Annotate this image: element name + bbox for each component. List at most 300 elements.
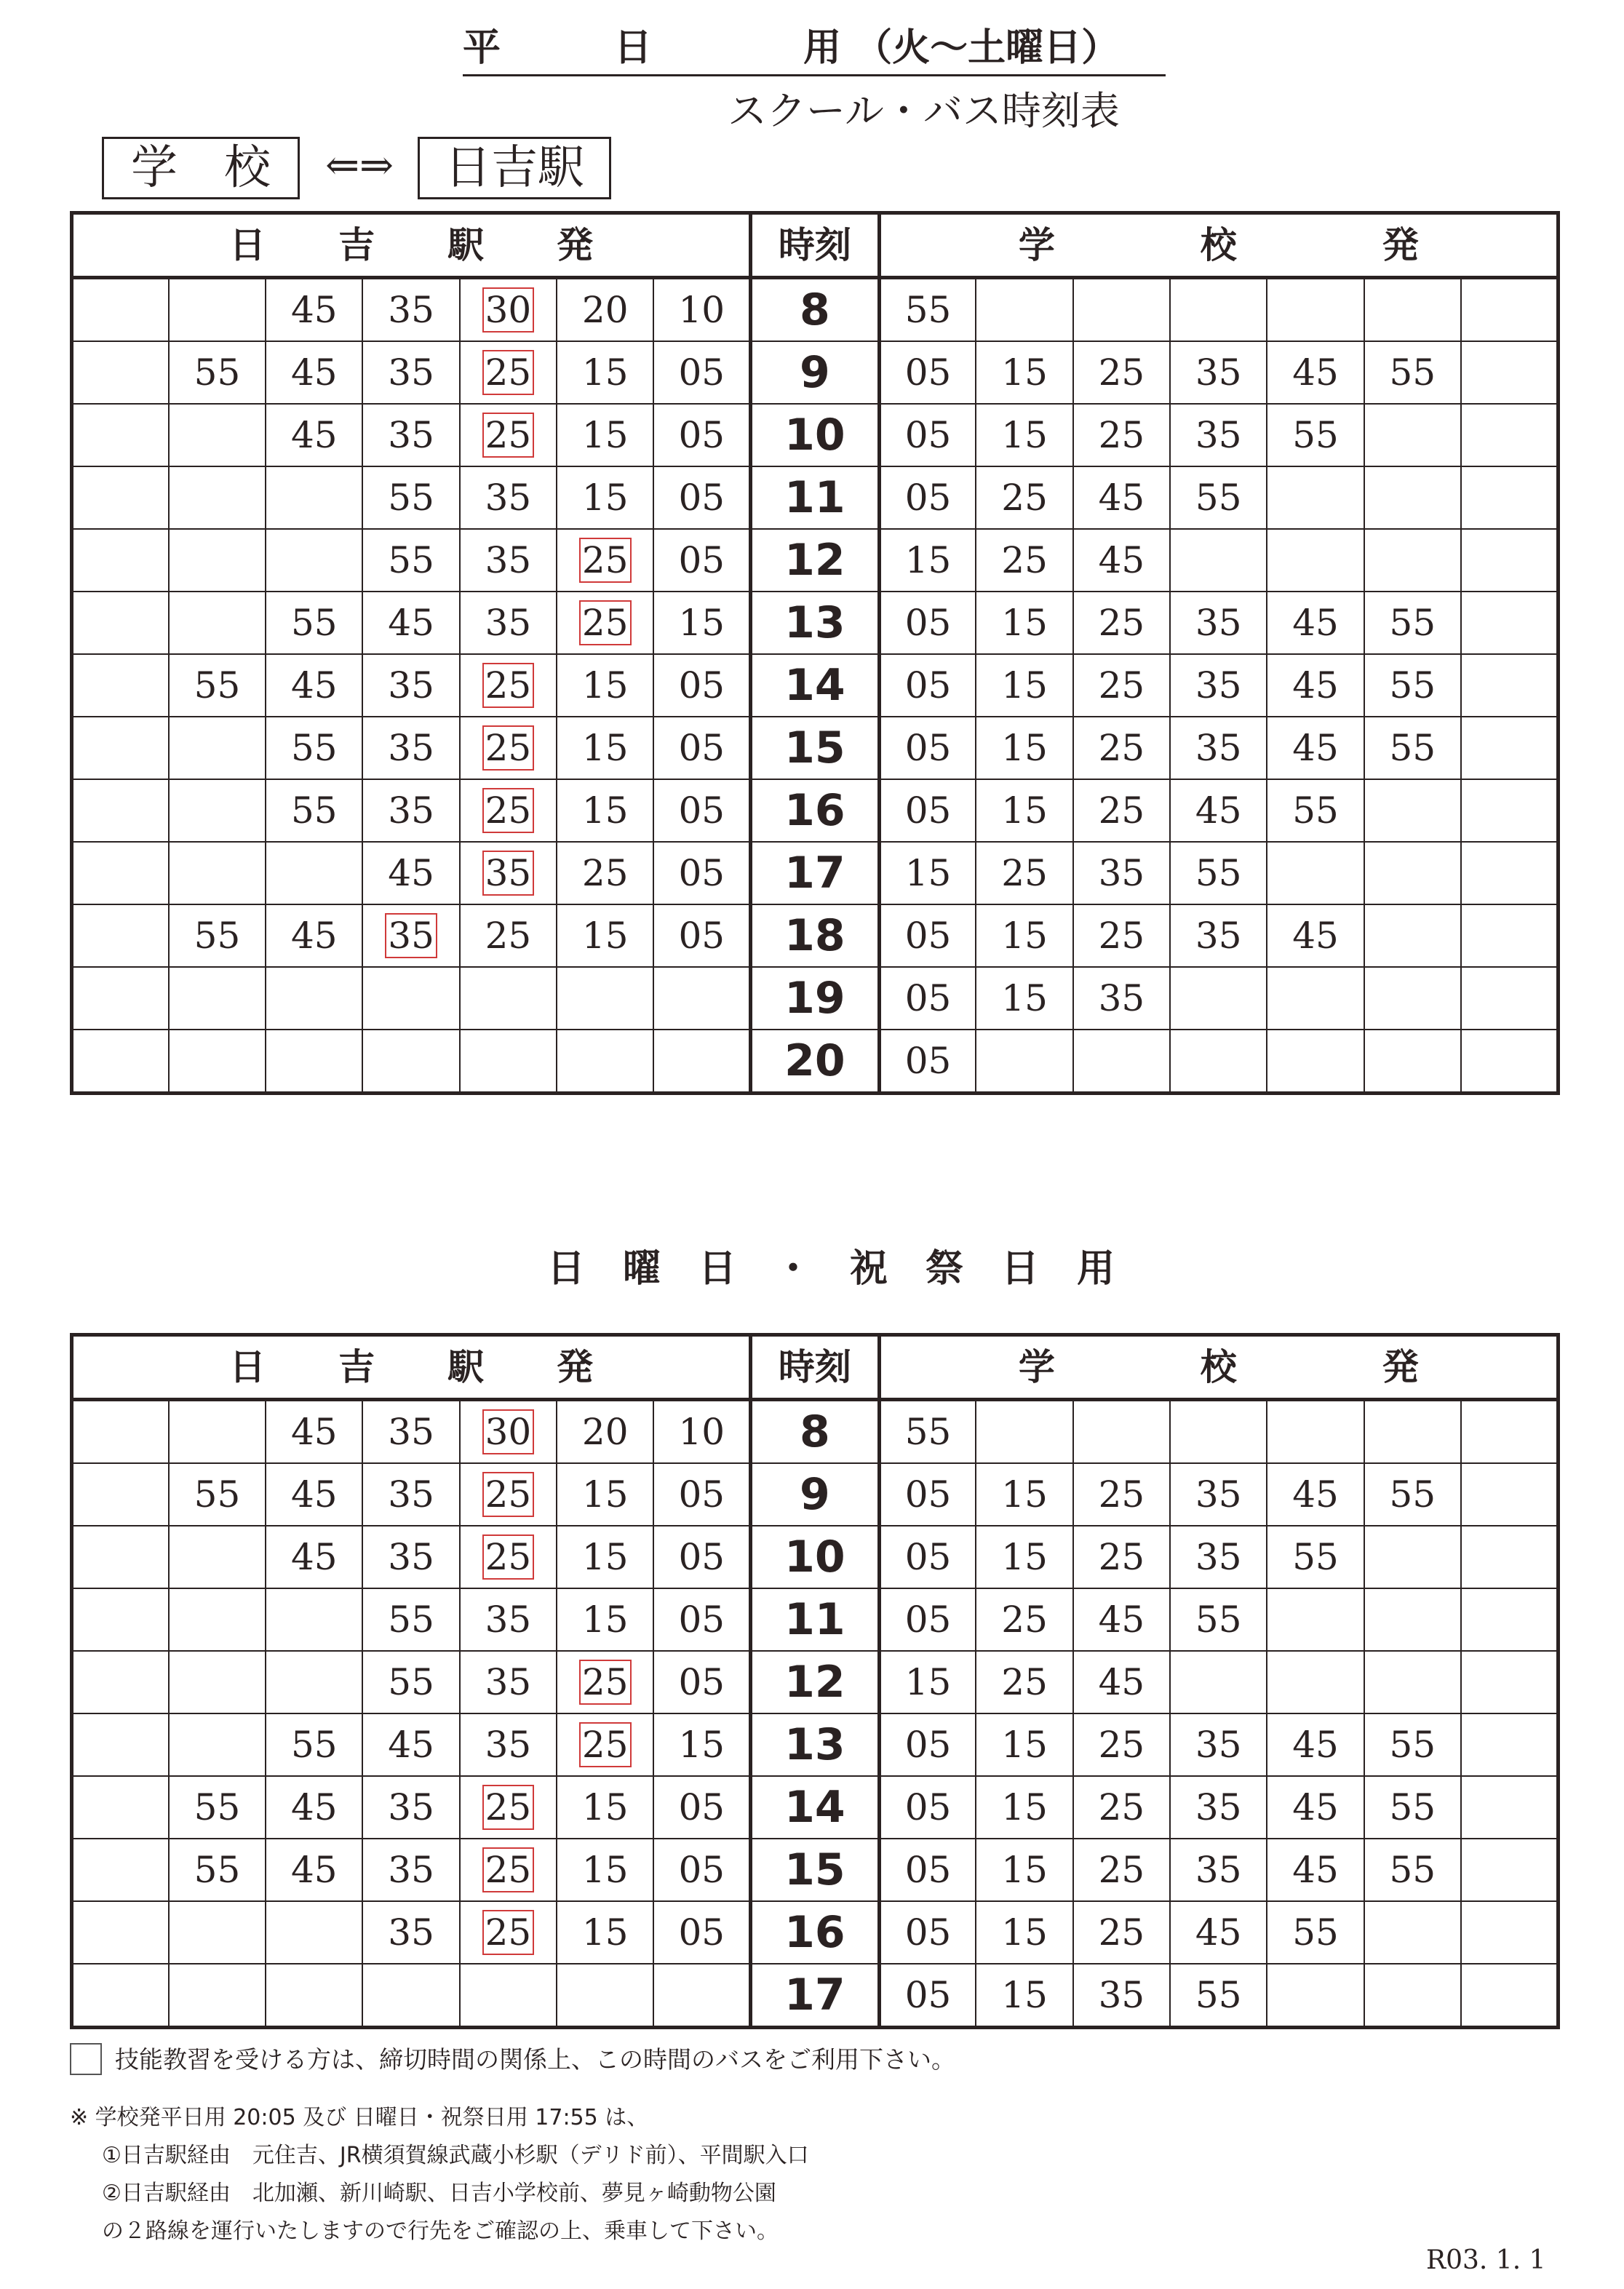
school-minute (1267, 1400, 1364, 1464)
hour-cell: 14 (751, 1776, 879, 1839)
hour-cell: 8 (751, 1400, 879, 1464)
school-minute (1461, 1713, 1559, 1776)
hour-cell: 12 (751, 1651, 879, 1713)
school-minute: 45 (1073, 1651, 1170, 1713)
hiyoshi-minute: 10 (653, 278, 750, 342)
school-minute (1267, 278, 1364, 342)
school-minute (976, 1030, 1072, 1094)
school-minute: 45 (1267, 1776, 1364, 1839)
table-row (72, 278, 1559, 342)
hiyoshi-minute: 35 (362, 1526, 459, 1588)
hiyoshi-minute (72, 1964, 169, 2028)
hiyoshi-minute: 55 (266, 1713, 362, 1776)
school-minute (1170, 967, 1267, 1030)
hiyoshi-minute (72, 278, 169, 342)
hour-cell: 8 (751, 278, 879, 342)
holiday-timetable (70, 1333, 1560, 2029)
hiyoshi-minute (653, 1964, 750, 2028)
school-minute: 05 (879, 967, 976, 1030)
school-minute: 05 (879, 404, 976, 466)
school-minute: 05 (879, 1463, 976, 1526)
hour-cell: 13 (751, 592, 879, 654)
hour-cell: 18 (751, 904, 879, 967)
hiyoshi-minute: 55 (266, 779, 362, 842)
hiyoshi-minute: 15 (653, 1713, 750, 1776)
school-minute (1364, 1964, 1461, 2028)
school-minute: 35 (1170, 341, 1267, 404)
hiyoshi-minute: 05 (653, 1526, 750, 1588)
school-minute: 45 (1267, 654, 1364, 717)
hiyoshi-minute (72, 967, 169, 1030)
school-minute: 45 (1170, 1901, 1267, 1964)
school-minute (1461, 1526, 1559, 1588)
hiyoshi-minute (72, 466, 169, 529)
school-minute: 05 (879, 592, 976, 654)
driving-lesson-marker: 25 (482, 350, 535, 395)
hiyoshi-minute: 55 (266, 592, 362, 654)
hiyoshi-minute: 05 (653, 1463, 750, 1526)
hiyoshi-minute: 20 (557, 1400, 653, 1464)
hiyoshi-minute (169, 466, 266, 529)
hiyoshi-minute: 05 (653, 1839, 750, 1901)
school-minute: 55 (879, 278, 976, 342)
school-minute: 35 (1073, 1964, 1170, 2028)
hiyoshi-minute (72, 779, 169, 842)
school-minute: 15 (976, 1713, 1072, 1776)
hiyoshi-minute (169, 529, 266, 592)
hiyoshi-minute: 35 (362, 717, 459, 779)
school-minute (1364, 1651, 1461, 1713)
school-minute: 05 (879, 1964, 976, 2028)
hiyoshi-minute: 05 (653, 404, 750, 466)
school-minute: 35 (1170, 1776, 1267, 1839)
school-minute: 15 (879, 842, 976, 904)
hour-cell: 9 (751, 1463, 879, 1526)
hiyoshi-minute: 15 (557, 404, 653, 466)
driving-lesson-marker: 25 (482, 725, 535, 771)
header-hiyoshi-departure: 日 吉 駅 発 (72, 213, 751, 278)
hiyoshi-minute (72, 1463, 169, 1526)
school-minute (1461, 341, 1559, 404)
hiyoshi-minute: 55 (362, 1651, 459, 1713)
hiyoshi-minute: 35 (362, 1400, 459, 1464)
school-minute: 05 (879, 341, 976, 404)
school-minute: 55 (1267, 1526, 1364, 1588)
hiyoshi-minute (653, 967, 750, 1030)
hiyoshi-minute: 15 (557, 341, 653, 404)
hour-cell: 10 (751, 404, 879, 466)
hiyoshi-minute (169, 1964, 266, 2028)
school-minute: 15 (976, 1964, 1072, 2028)
hiyoshi-minute (72, 404, 169, 466)
table-row (72, 1588, 1559, 1651)
school-minute: 35 (1170, 1713, 1267, 1776)
school-minute (1461, 1588, 1559, 1651)
hiyoshi-minute (72, 1839, 169, 1901)
school-minute (1364, 529, 1461, 592)
table-row (72, 1400, 1559, 1464)
school-minute: 15 (976, 779, 1072, 842)
header-time: 時刻 (751, 1335, 879, 1400)
school-minute: 15 (976, 654, 1072, 717)
hour-cell: 15 (751, 717, 879, 779)
hiyoshi-minute (266, 967, 362, 1030)
hiyoshi-minute (169, 1651, 266, 1713)
school-minute: 35 (1170, 717, 1267, 779)
hiyoshi-minute (460, 779, 557, 842)
school-minute (1170, 1400, 1267, 1464)
school-minute: 05 (879, 1901, 976, 1964)
hiyoshi-minute: 35 (362, 654, 459, 717)
hour-cell: 16 (751, 1901, 879, 1964)
hiyoshi-minute: 45 (362, 1713, 459, 1776)
weekday-timetable (70, 211, 1560, 1095)
hiyoshi-minute (266, 842, 362, 904)
school-minute: 45 (1170, 779, 1267, 842)
hiyoshi-minute (169, 1713, 266, 1776)
hiyoshi-minute (460, 1030, 557, 1094)
school-minute: 55 (1364, 654, 1461, 717)
school-minute (976, 278, 1072, 342)
school-minute: 15 (976, 341, 1072, 404)
school-minute: 25 (1073, 1526, 1170, 1588)
hiyoshi-minute (557, 529, 653, 592)
hiyoshi-minute: 05 (653, 529, 750, 592)
hiyoshi-minute: 55 (362, 466, 459, 529)
school-minute: 45 (1267, 341, 1364, 404)
hiyoshi-minute: 45 (266, 404, 362, 466)
hiyoshi-minute: 55 (169, 904, 266, 967)
hiyoshi-minute: 35 (460, 592, 557, 654)
table-row (72, 1651, 1559, 1713)
route-hiyoshi: 日吉駅 (418, 137, 611, 199)
school-minute: 45 (1267, 1713, 1364, 1776)
hiyoshi-minute (72, 1030, 169, 1094)
hiyoshi-minute (460, 1964, 557, 2028)
hiyoshi-minute (557, 1713, 653, 1776)
hiyoshi-minute: 05 (653, 654, 750, 717)
hiyoshi-minute (460, 654, 557, 717)
hiyoshi-minute: 15 (557, 904, 653, 967)
school-minute (1267, 967, 1364, 1030)
hour-cell: 20 (751, 1030, 879, 1094)
school-minute: 35 (1170, 404, 1267, 466)
weekday-title: 平 日 用 （火～土曜日） (463, 29, 1166, 76)
school-minute: 15 (976, 592, 1072, 654)
hiyoshi-minute: 45 (266, 904, 362, 967)
hiyoshi-minute: 35 (362, 1463, 459, 1526)
hiyoshi-minute (362, 967, 459, 1030)
school-minute: 15 (976, 1776, 1072, 1839)
school-minute: 35 (1170, 1463, 1267, 1526)
hiyoshi-minute: 35 (460, 466, 557, 529)
school-minute: 45 (1267, 1463, 1364, 1526)
school-minute (1364, 1030, 1461, 1094)
hiyoshi-minute (169, 842, 266, 904)
hiyoshi-minute (72, 1776, 169, 1839)
table-row (72, 1964, 1559, 2028)
header-time: 時刻 (751, 213, 879, 278)
school-minute (1170, 529, 1267, 592)
hiyoshi-minute: 05 (653, 1651, 750, 1713)
hiyoshi-minute: 45 (362, 592, 459, 654)
driving-lesson-marker: 25 (482, 1910, 535, 1955)
hiyoshi-minute (169, 278, 266, 342)
school-minute (1364, 466, 1461, 529)
school-minute: 55 (1364, 1713, 1461, 1776)
hiyoshi-minute: 20 (557, 278, 653, 342)
hiyoshi-minute: 15 (557, 1463, 653, 1526)
hiyoshi-minute (169, 717, 266, 779)
hiyoshi-minute (460, 1463, 557, 1526)
hiyoshi-minute (266, 466, 362, 529)
hiyoshi-minute: 55 (169, 1776, 266, 1839)
hour-cell: 11 (751, 466, 879, 529)
hiyoshi-minute (169, 779, 266, 842)
hiyoshi-minute (460, 1901, 557, 1964)
school-minute: 15 (879, 1651, 976, 1713)
school-minute: 35 (1170, 904, 1267, 967)
school-minute (1364, 967, 1461, 1030)
school-minute: 05 (879, 1588, 976, 1651)
hour-cell: 9 (751, 341, 879, 404)
hiyoshi-minute: 15 (557, 779, 653, 842)
school-minute (1461, 654, 1559, 717)
hiyoshi-minute: 35 (362, 278, 459, 342)
school-minute: 55 (879, 1400, 976, 1464)
school-minute: 45 (1267, 1839, 1364, 1901)
hiyoshi-minute: 25 (557, 842, 653, 904)
header-school-departure: 学 校 発 (879, 1335, 1558, 1400)
hour-cell: 12 (751, 529, 879, 592)
hiyoshi-minute (460, 404, 557, 466)
driving-lesson-marker: 25 (482, 1785, 535, 1830)
school-minute (1461, 904, 1559, 967)
note-line-1: ※ 学校発平日用 20:05 及び 日曜日・祝祭日用 17:55 は、 (70, 2105, 649, 2130)
hiyoshi-minute (653, 1030, 750, 1094)
hiyoshi-minute: 10 (653, 1400, 750, 1464)
hiyoshi-minute (72, 341, 169, 404)
hiyoshi-minute: 35 (362, 1776, 459, 1839)
school-minute (1364, 278, 1461, 342)
hiyoshi-minute: 55 (362, 1588, 459, 1651)
driving-lesson-marker: 25 (482, 663, 535, 708)
note-line-2: ①日吉駅経由 元住吉、JR横須賀線武蔵小杉駅（デリド前）、平間駅入口 (102, 2143, 809, 2168)
school-minute (1267, 1651, 1364, 1713)
hiyoshi-minute: 25 (460, 904, 557, 967)
hiyoshi-minute (266, 1030, 362, 1094)
hiyoshi-minute (362, 904, 459, 967)
hour-cell: 16 (751, 779, 879, 842)
school-minute (1267, 842, 1364, 904)
school-minute (1364, 1588, 1461, 1651)
hiyoshi-minute (169, 1901, 266, 1964)
school-minute (1073, 1400, 1170, 1464)
table-row (72, 654, 1559, 717)
school-minute: 55 (1267, 404, 1364, 466)
hiyoshi-minute (169, 1526, 266, 1588)
holiday-title: 日 曜 日 ・ 祝 祭 日 用 (547, 1247, 1115, 1291)
school-minute (1461, 717, 1559, 779)
school-minute (976, 1400, 1072, 1464)
hiyoshi-minute (169, 404, 266, 466)
hour-cell: 11 (751, 1588, 879, 1651)
school-minute: 45 (1073, 466, 1170, 529)
hiyoshi-minute: 15 (557, 654, 653, 717)
school-minute (1461, 779, 1559, 842)
note-line-3: ②日吉駅経由 北加瀬、新川崎駅、日吉小学校前、夢見ヶ崎動物公園 (102, 2181, 776, 2206)
hiyoshi-minute: 15 (653, 592, 750, 654)
hour-cell: 10 (751, 1526, 879, 1588)
school-minute (1364, 404, 1461, 466)
school-minute (1364, 842, 1461, 904)
hiyoshi-minute: 05 (653, 717, 750, 779)
school-minute: 25 (976, 1651, 1072, 1713)
table-row (72, 1713, 1559, 1776)
school-minute: 55 (1364, 717, 1461, 779)
table-row (72, 842, 1559, 904)
hiyoshi-minute: 05 (653, 341, 750, 404)
school-minute: 25 (1073, 654, 1170, 717)
school-minute: 35 (1073, 842, 1170, 904)
hiyoshi-minute: 05 (653, 904, 750, 967)
school-minute: 55 (1364, 1463, 1461, 1526)
note-line-4: の２路線を運行いたしますので行先をご確認の上、乗車して下さい。 (102, 2218, 779, 2244)
school-minute: 55 (1364, 1839, 1461, 1901)
school-minute (1267, 529, 1364, 592)
hiyoshi-minute: 55 (169, 1463, 266, 1526)
school-minute: 05 (879, 779, 976, 842)
table-row (72, 1901, 1559, 1964)
table-row (72, 529, 1559, 592)
hiyoshi-minute (266, 1901, 362, 1964)
school-minute: 05 (879, 717, 976, 779)
school-minute: 55 (1364, 341, 1461, 404)
hiyoshi-minute (72, 904, 169, 967)
hour-cell: 13 (751, 1713, 879, 1776)
school-minute: 25 (1073, 1713, 1170, 1776)
school-minute (1461, 529, 1559, 592)
driving-lesson-marker: 30 (482, 287, 535, 333)
school-minute: 25 (1073, 779, 1170, 842)
school-minute: 15 (976, 1901, 1072, 1964)
school-minute (1461, 404, 1559, 466)
hiyoshi-minute: 35 (460, 1588, 557, 1651)
school-minute: 15 (976, 1463, 1072, 1526)
timetable-subtitle: スクール・バス時刻表 (728, 88, 1120, 134)
hiyoshi-minute: 35 (460, 1713, 557, 1776)
school-minute: 55 (1364, 1776, 1461, 1839)
hour-cell: 17 (751, 1964, 879, 2028)
version-date: R03. 1. 1 (1426, 2245, 1546, 2275)
hiyoshi-minute (72, 1651, 169, 1713)
hiyoshi-minute (72, 592, 169, 654)
header-hiyoshi-departure: 日 吉 駅 発 (72, 1335, 751, 1400)
school-minute: 45 (1267, 904, 1364, 967)
hiyoshi-minute: 45 (266, 1526, 362, 1588)
school-minute: 35 (1170, 654, 1267, 717)
school-minute (1461, 842, 1559, 904)
school-minute (1364, 904, 1461, 967)
hiyoshi-minute: 05 (653, 842, 750, 904)
school-minute (1170, 1651, 1267, 1713)
table-row (72, 967, 1559, 1030)
route-school: 学 校 (102, 137, 300, 199)
school-minute: 05 (879, 1713, 976, 1776)
school-minute: 35 (1170, 592, 1267, 654)
hiyoshi-minute (72, 1901, 169, 1964)
hiyoshi-minute (557, 967, 653, 1030)
hiyoshi-minute (557, 592, 653, 654)
school-minute: 55 (1170, 1588, 1267, 1651)
school-minute (1461, 1901, 1559, 1964)
school-minute (1170, 1030, 1267, 1094)
hiyoshi-minute (169, 1588, 266, 1651)
hiyoshi-minute: 45 (266, 1839, 362, 1901)
hiyoshi-minute: 55 (169, 654, 266, 717)
hiyoshi-minute (169, 1400, 266, 1464)
school-minute (1364, 779, 1461, 842)
driving-lesson-marker: 25 (482, 413, 535, 458)
legend-text: 技能教習を受ける方は、締切時間の関係上、この時間のバスをご利用下さい。 (115, 2045, 955, 2074)
hiyoshi-minute (460, 1526, 557, 1588)
driving-lesson-marker: 25 (579, 1660, 632, 1705)
hiyoshi-minute (266, 1588, 362, 1651)
table-row (72, 904, 1559, 967)
school-minute: 45 (1267, 717, 1364, 779)
school-minute (1461, 967, 1559, 1030)
table-row (72, 592, 1559, 654)
hiyoshi-minute (460, 341, 557, 404)
table-row (72, 1839, 1559, 1901)
hiyoshi-minute: 15 (557, 466, 653, 529)
hiyoshi-minute: 45 (362, 842, 459, 904)
hiyoshi-minute: 15 (557, 1588, 653, 1651)
driving-lesson-marker: 25 (482, 788, 535, 833)
school-minute (1267, 1588, 1364, 1651)
hiyoshi-minute (460, 1400, 557, 1464)
school-minute (1364, 1901, 1461, 1964)
school-minute: 45 (1073, 1588, 1170, 1651)
hiyoshi-minute: 35 (362, 341, 459, 404)
hiyoshi-minute: 05 (653, 1901, 750, 1964)
hiyoshi-minute: 55 (169, 341, 266, 404)
hiyoshi-minute (72, 529, 169, 592)
school-minute (1461, 1400, 1559, 1464)
table-row (72, 1526, 1559, 1588)
hiyoshi-minute (72, 654, 169, 717)
school-minute (1461, 1839, 1559, 1901)
table-row (72, 717, 1559, 779)
hiyoshi-minute (362, 1030, 459, 1094)
school-minute: 25 (976, 842, 1072, 904)
table-row (72, 1030, 1559, 1094)
driving-lesson-marker: 35 (482, 851, 535, 896)
hiyoshi-minute: 15 (557, 1901, 653, 1964)
hiyoshi-minute (72, 1526, 169, 1588)
hour-cell: 14 (751, 654, 879, 717)
hiyoshi-minute: 45 (266, 1776, 362, 1839)
school-minute: 15 (976, 904, 1072, 967)
school-minute: 45 (1073, 529, 1170, 592)
hiyoshi-minute: 15 (557, 717, 653, 779)
hiyoshi-minute (460, 1839, 557, 1901)
hiyoshi-minute: 05 (653, 1588, 750, 1651)
table-row (72, 779, 1559, 842)
hour-cell: 19 (751, 967, 879, 1030)
school-minute: 35 (1170, 1839, 1267, 1901)
hiyoshi-minute (460, 1776, 557, 1839)
